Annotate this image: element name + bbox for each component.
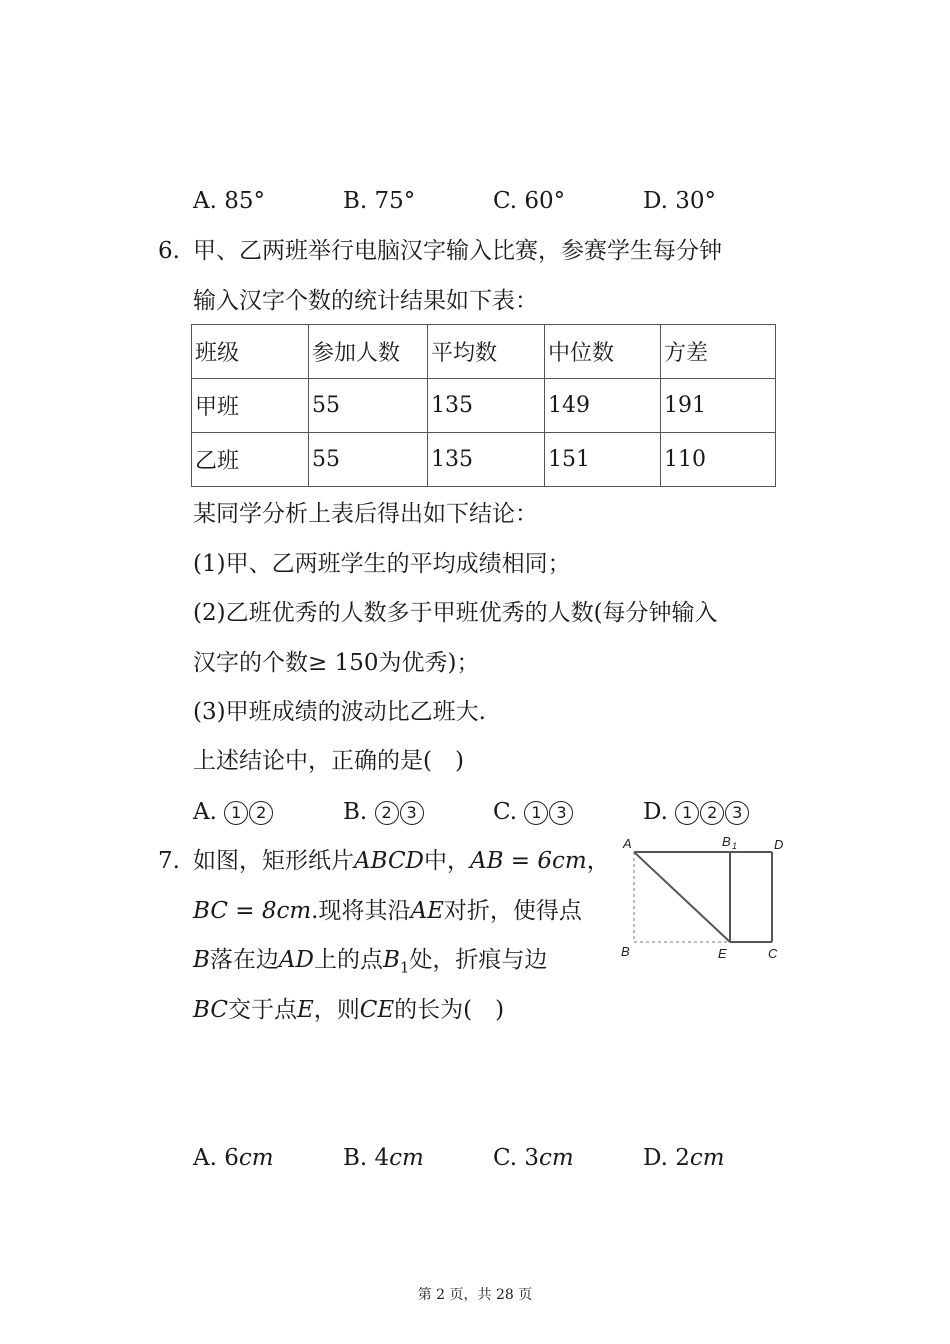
text-run: 如图，矩形纸片 bbox=[193, 848, 354, 874]
math-run: BC bbox=[193, 997, 228, 1023]
option-label: A. bbox=[193, 1145, 217, 1171]
text-run: ， bbox=[586, 848, 610, 874]
q6-option-d bbox=[643, 797, 750, 827]
circled-number: 3 bbox=[725, 801, 749, 825]
q6-option-a bbox=[193, 797, 274, 827]
option-label: D. bbox=[643, 1145, 668, 1171]
circled-number: 2 bbox=[375, 801, 399, 825]
table-row bbox=[192, 379, 776, 433]
text-run: 的长为( ) bbox=[394, 997, 505, 1023]
q6-option-c bbox=[493, 797, 574, 827]
math-run: AE bbox=[410, 898, 444, 924]
option-label: C. bbox=[493, 1145, 518, 1171]
q7-option-a bbox=[193, 1143, 274, 1173]
q6-conclusion-1: (1)甲、乙两班学生的平均成绩相同； bbox=[193, 551, 571, 577]
circled-number: 1 bbox=[224, 801, 248, 825]
circled-number: 2 bbox=[700, 801, 724, 825]
q7-line-3 bbox=[193, 945, 547, 983]
table-header-cell: 方差 bbox=[661, 325, 776, 379]
math-run: ABCD bbox=[354, 848, 424, 874]
text-run: 上的点 bbox=[313, 947, 383, 973]
math-run: E bbox=[296, 997, 314, 1023]
circled-number: 3 bbox=[549, 801, 573, 825]
math-run: B bbox=[193, 947, 210, 973]
label-e: E bbox=[718, 946, 727, 961]
table-cell: 149 bbox=[545, 379, 661, 433]
table-cell: 151 bbox=[545, 433, 661, 487]
option-value: 4 bbox=[374, 1145, 390, 1171]
text-run: 交于点 bbox=[227, 997, 297, 1023]
option-label: B. bbox=[343, 799, 368, 825]
option-unit: cm bbox=[689, 1145, 725, 1171]
option-label: A. bbox=[193, 799, 217, 825]
table-cell: 甲班 bbox=[192, 379, 309, 433]
q7-option-c bbox=[493, 1143, 574, 1173]
option-label: C. bbox=[493, 799, 518, 825]
table-cell: 191 bbox=[661, 379, 776, 433]
circled-number: 1 bbox=[524, 801, 548, 825]
q7-number: 7. bbox=[158, 848, 180, 874]
label-a: A bbox=[623, 836, 632, 851]
math-run: CE bbox=[359, 997, 395, 1023]
q7-line-4 bbox=[193, 995, 504, 1025]
label-d: D bbox=[774, 837, 784, 852]
q6-conclusion-2b: 汉字的个数≥ 150为优秀)； bbox=[193, 650, 480, 676]
q6-option-b bbox=[343, 797, 425, 827]
subscript: 1 bbox=[399, 958, 410, 977]
label-b1-sub: 1 bbox=[732, 841, 738, 851]
stats-table bbox=[191, 324, 776, 487]
q7-figure bbox=[618, 832, 798, 962]
circled-number: 3 bbox=[400, 801, 424, 825]
option-label: B. bbox=[343, 1145, 368, 1171]
q6-conclusion-2a: (2)乙班优秀的人数多于甲班优秀的人数(每分钟输入 bbox=[193, 600, 718, 626]
text-run: ，则 bbox=[313, 997, 360, 1023]
text-run: 处，折痕与边 bbox=[409, 947, 548, 973]
label-c: C bbox=[768, 946, 778, 961]
fold-line-ae bbox=[634, 852, 730, 942]
option-value: 6 bbox=[224, 1145, 239, 1171]
table-header-cell: 平均数 bbox=[428, 325, 545, 379]
table-cell: 55 bbox=[309, 433, 428, 487]
q6-number: 6. bbox=[158, 238, 180, 264]
label-b: B bbox=[621, 944, 630, 959]
table-cell: 55 bbox=[309, 379, 428, 433]
table-cell: 135 bbox=[428, 379, 545, 433]
q7-line-2 bbox=[193, 896, 582, 926]
option-unit: cm bbox=[238, 1145, 274, 1171]
text-run: .现将其沿 bbox=[311, 898, 411, 924]
label-b1: B bbox=[722, 834, 731, 849]
q6-question: 上述结论中，正确的是( ) bbox=[193, 748, 464, 774]
q7-line-1 bbox=[193, 846, 610, 876]
table-row bbox=[192, 433, 776, 487]
page-footer: 第 2 页，共 28 页 bbox=[417, 1287, 533, 1303]
math-run: AD bbox=[278, 947, 314, 973]
table-cell: 135 bbox=[428, 433, 545, 487]
table-header-cell: 班级 bbox=[192, 325, 309, 379]
text-run: 对折，使得点 bbox=[443, 898, 582, 924]
q5-option-b: B. 75° bbox=[343, 188, 416, 214]
option-unit: cm bbox=[539, 1145, 574, 1171]
q7-option-b bbox=[343, 1143, 424, 1173]
math-run: B bbox=[382, 947, 400, 973]
option-label: D. bbox=[643, 799, 668, 825]
q5-option-a: A. 85° bbox=[193, 188, 265, 214]
circled-number: 2 bbox=[249, 801, 273, 825]
text-run: 中， bbox=[423, 848, 470, 874]
math-run: BC = 8cm bbox=[193, 898, 312, 924]
circled-number: 1 bbox=[675, 801, 699, 825]
text-run: 落在边 bbox=[209, 947, 279, 973]
q6-stem-line1: 甲、乙两班举行电脑汉字输入比赛，参赛学生每分钟 bbox=[193, 238, 722, 264]
table-header-row bbox=[192, 325, 776, 379]
q6-analysis: 某同学分析上表后得出如下结论： bbox=[193, 501, 538, 527]
q5-option-d: D. 30° bbox=[643, 188, 717, 214]
table-header-cell: 中位数 bbox=[545, 325, 661, 379]
option-value: 3 bbox=[524, 1145, 540, 1171]
math-run: AB = 6cm bbox=[469, 848, 587, 874]
q7-option-d bbox=[643, 1143, 725, 1173]
table-cell: 乙班 bbox=[192, 433, 309, 487]
q5-option-c: C. 60° bbox=[493, 188, 566, 214]
option-value: 2 bbox=[675, 1145, 690, 1171]
q6-conclusion-3: (3)甲班成绩的波动比乙班大. bbox=[193, 699, 486, 725]
table-cell: 110 bbox=[661, 433, 776, 487]
option-unit: cm bbox=[389, 1145, 424, 1171]
q6-stem-line2: 输入汉字个数的统计结果如下表： bbox=[193, 288, 538, 314]
table-header-cell: 参加人数 bbox=[309, 325, 428, 379]
